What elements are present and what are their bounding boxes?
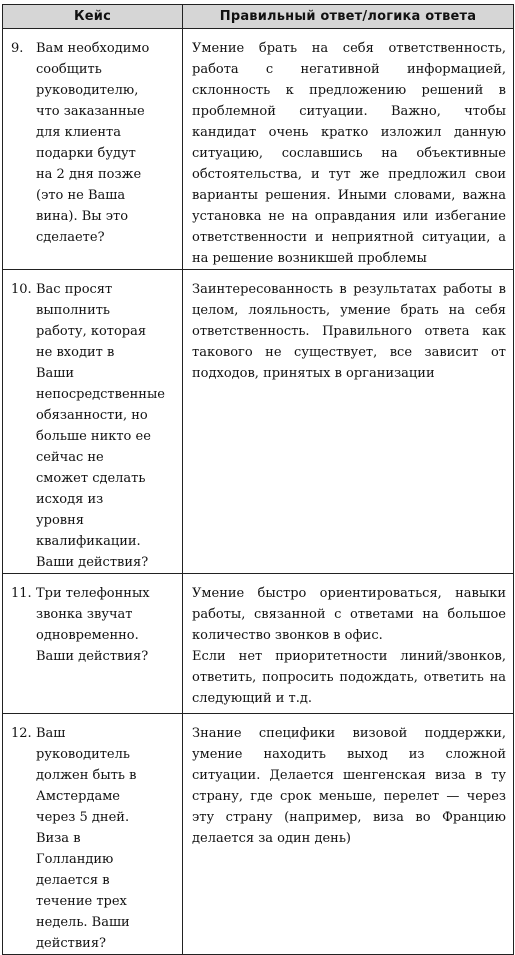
answer-cell	[183, 29, 514, 270]
answer-text-continued: Если нет приоритетности линий/звонков, ответить, попросить подождать, ответить на следующий и т.д.	[192, 649, 506, 706]
answer-cell	[183, 574, 514, 714]
case-text: Три телефонных звонка звучат одновременно. Ваши действия?	[36, 586, 150, 664]
header-answer: Правильный ответ/логика ответа	[183, 5, 514, 29]
case-number: 10.	[11, 282, 32, 297]
case-cell	[3, 270, 183, 574]
case-text: Ваш руководитель должен быть в Амстердаме через 5 дней. Виза в Голландию делается в течение трех недель. Ваши действия?	[36, 726, 137, 951]
answer-cell	[183, 714, 514, 955]
answer-text: Умение брать на себя ответственность, работа с негативной информацией, склонность к предложению решений в проблемной ситуации. Важно, чтобы кандидат очень кратко изложил данную ситуацию, сославшись на объективные обстоятельства, и тут же предложил свои варианты решения. Иными словами, важна установка не на оправдания или избегание ответственности и неприятной ситуации, а на решение возникшей проблемы	[192, 41, 506, 266]
header-case: Кейс	[3, 5, 183, 29]
case-number: 11.	[11, 586, 32, 601]
table-row	[3, 714, 514, 955]
case-number: 12.	[11, 726, 32, 741]
table-header-row	[3, 5, 514, 29]
case-text: Вас просят выполнить работу, которая не входит в Ваши непосредственные обязанности, но больше никто ее сейчас не сможет сделать исходя из уровня квалификации. Ваши действия?	[36, 282, 166, 570]
case-text: Вам необходимо сообщить руководителю, что заказанные для клиента подарки будут на 2 дня позже (это не Ваша вина). Вы это сделаете?	[36, 41, 150, 245]
case-cell	[3, 574, 183, 714]
cases-table	[2, 4, 514, 955]
case-cell	[3, 29, 183, 270]
answer-text: Умение быстро ориентироваться, навыки работы, связанной с ответами на большое количество звонков в офис.	[192, 586, 506, 643]
table-row	[3, 574, 514, 714]
answer-text: Заинтересованность в результатах работы в целом, лояльность, умение брать на себя ответственность. Правильного ответа как такового не существует, все зависит от подходов, принятых в организации	[192, 282, 506, 381]
answer-cell	[183, 270, 514, 574]
case-number: 9.	[11, 41, 24, 56]
case-cell	[3, 714, 183, 955]
table-row	[3, 270, 514, 574]
answer-text: Знание специфики визовой поддержки, умение находить выход из сложной ситуации. Делается шенгенская виза в ту страну, где срок меньше, перелет — через эту страну (например, виза во Францию делается за один день)	[192, 726, 506, 846]
table-row	[3, 29, 514, 270]
